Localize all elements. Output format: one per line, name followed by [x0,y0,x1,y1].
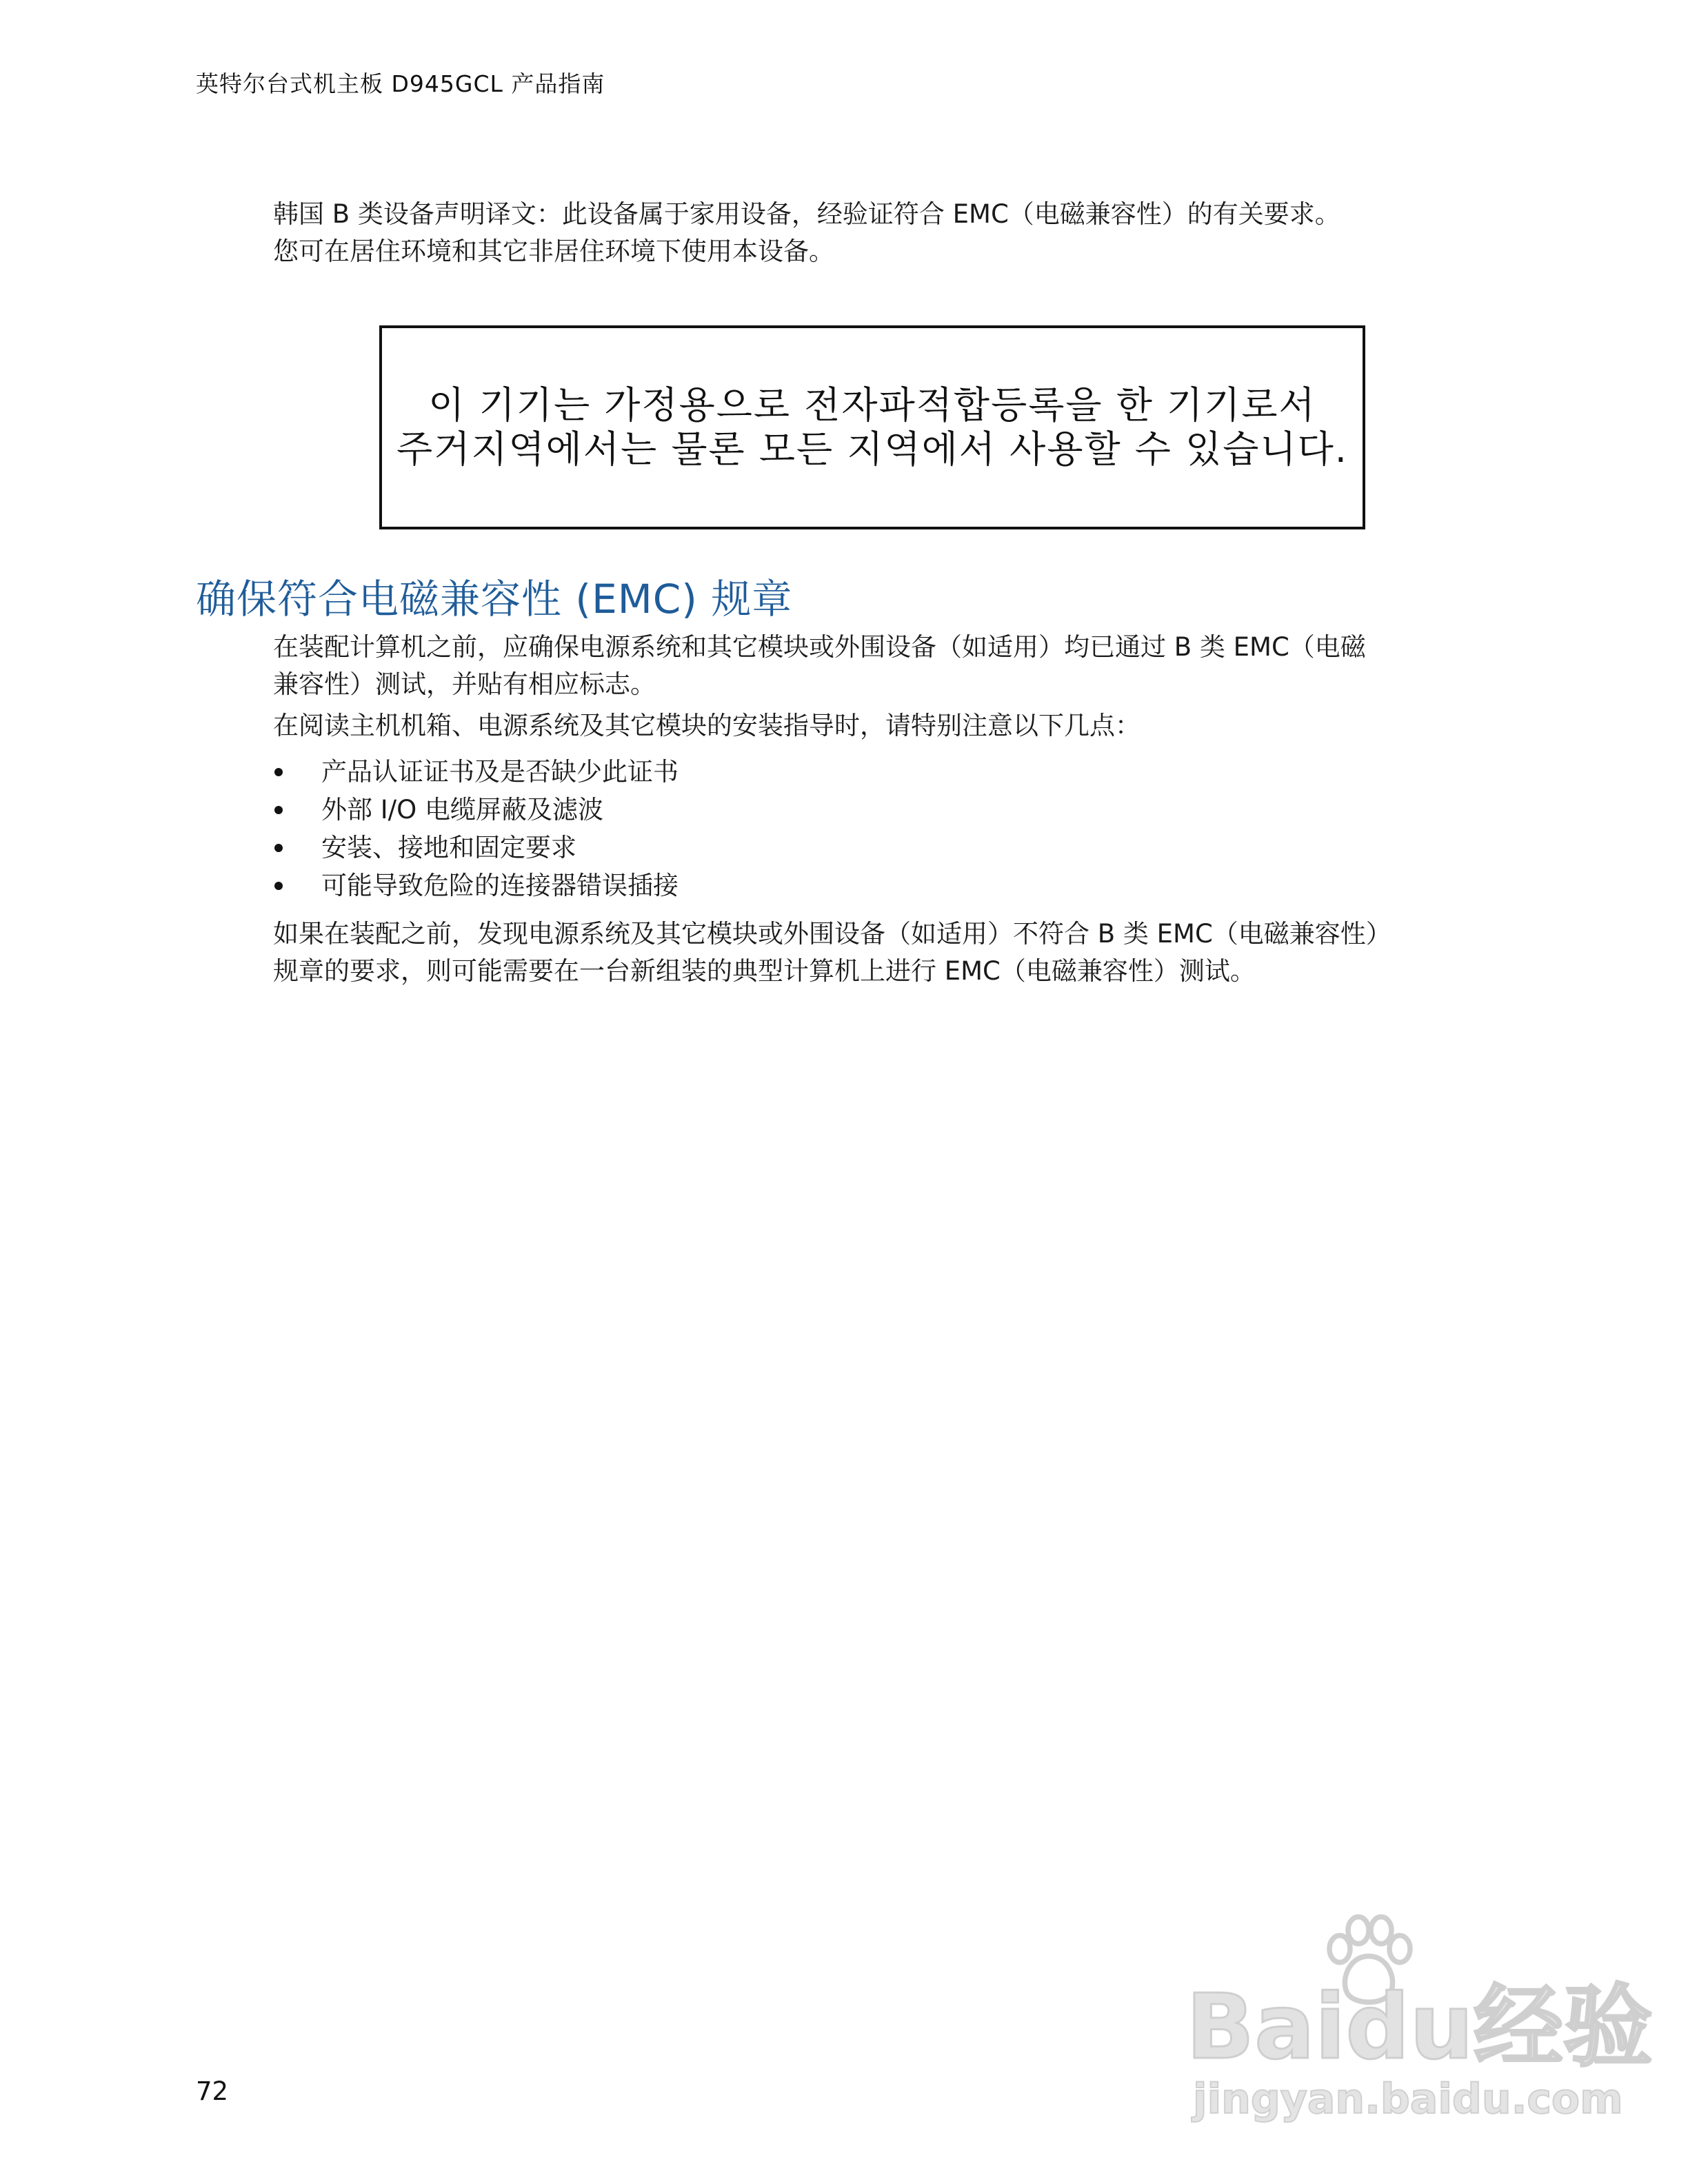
watermark-url: jingyan.baidu.com [1193,2075,1623,2123]
list-item-text: 安装、接地和固定要求 [321,833,576,862]
list-item-text: 可能导致危险的连接器错误插接 [321,871,679,900]
korean-notice-box [379,325,1365,529]
section-intro [273,629,1487,703]
korea-statement-line1: 韩国 B 类设备声明译文：此设备属于家用设备，经验证符合 EMC（电磁兼容性）的有关要求。 [273,199,1340,229]
baidu-watermark [1186,1910,1653,2130]
page-number: 72 [196,2076,229,2106]
section-intro-line1: 在装配计算机之前，应确保电源系统和其它模块或外围设备（如适用）均已通过 B 类 EMC（电磁 [273,632,1366,662]
korean-notice-line1: 이 기기는 가정용으로 전자파적합등록을 한 기기로서 [428,383,1316,427]
list-item [273,867,679,904]
reading-note [273,707,1487,745]
korea-statement [273,196,1487,270]
closing-line2: 规章的要求，则可能需要在一台新组装的典型计算机上进行 EMC（电磁兼容性）测试。 [273,956,1256,986]
watermark-brand: Baidu经验 [1186,1974,1653,2079]
page-header-title: 英特尔台式机主板 D945GCL 产品指南 [196,70,605,97]
closing-line1: 如果在装配之前，发现电源系统及其它模块或外围设备（如适用）不符合 B 类 EMC（电磁兼容性） [273,919,1391,949]
bullet-icon [274,768,283,776]
bullet-icon [274,806,283,814]
closing-paragraph [273,916,1487,990]
korea-statement-line2: 您可在居住环境和其它非居住环境下使用本设备。 [273,236,834,266]
section-intro-line2: 兼容性）测试，并贴有相应标志。 [273,669,656,699]
list-item-text: 产品认证证书及是否缺少此证书 [321,757,679,787]
list-item [273,753,679,791]
bullet-icon [274,882,283,890]
list-item [273,829,679,867]
section-heading: 确保符合电磁兼容性 (EMC) 规章 [196,576,793,623]
requirements-list [273,753,679,904]
list-item-text: 外部 I/O 电缆屏蔽及滤波 [321,795,604,825]
list-item [273,791,679,829]
reading-note-text: 在阅读主机机箱、电源系统及其它模块的安装指导时，请特别注意以下几点： [273,711,1141,740]
bullet-icon [274,844,283,852]
korean-notice-line2: 주거지역에서는 물론 모든 지역에서 사용할 수 있습니다. [396,427,1348,471]
